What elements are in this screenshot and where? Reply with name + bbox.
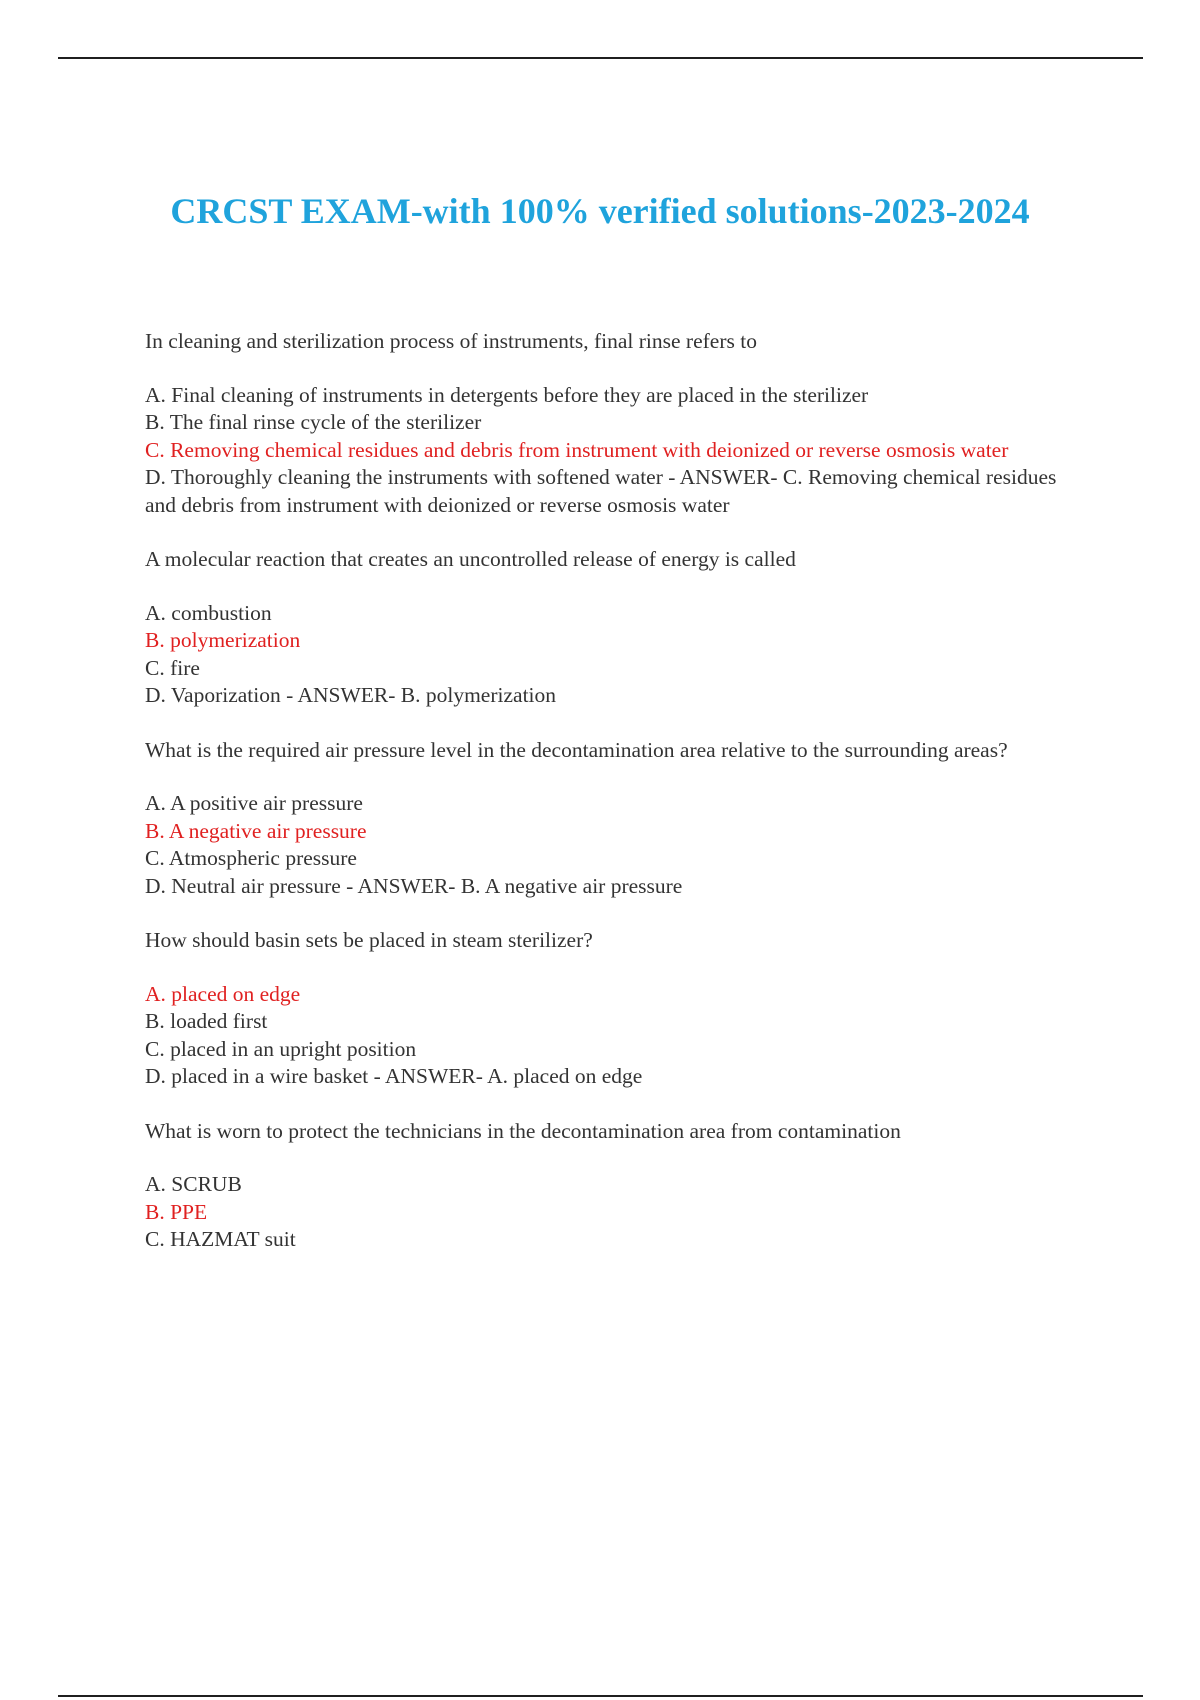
option-c: C. fire: [145, 655, 200, 680]
top-rule: [58, 57, 1143, 59]
question-block-2: [145, 546, 1090, 710]
option-b: B. loaded first: [145, 1009, 268, 1033]
option-c-correct: C. Removing chemical residues and debris from instrument with deionized or reverse osmosis water: [145, 437, 1009, 462]
option-list: [145, 790, 1090, 900]
option-a: A. A positive air pressure: [145, 791, 363, 815]
option-b-correct: B. A negative air pressure: [145, 818, 367, 843]
option-b-correct: B. PPE: [145, 1199, 208, 1224]
option-d-with-answer: D. Vaporization - ANSWER- B. polymerization: [145, 683, 557, 707]
option-d-with-answer: D. Neutral air pressure - ANSWER- B. A negative air pressure: [145, 873, 683, 898]
question-text: How should basin sets be placed in steam sterilizer?: [145, 928, 593, 952]
option-b-correct: B. polymerization: [145, 628, 301, 652]
option-list: [145, 981, 1090, 1091]
question-text: What is the required air pressure level in the decontamination area relative to the surrounding areas?: [145, 737, 1008, 762]
option-list: [145, 382, 1090, 520]
option-d-with-answer: D. Thoroughly cleaning the instruments with softened water - ANSWER- C. Removing chemical residues and debris from instrument with deionized or reverse osmosis water: [145, 465, 1057, 517]
option-c: C. Atmospheric pressure: [145, 846, 357, 870]
option-list: [145, 1171, 1090, 1254]
question-block-1: [145, 328, 1090, 519]
bottom-rule: [58, 1695, 1143, 1697]
option-a: A. SCRUB: [145, 1172, 242, 1196]
question-text: In cleaning and sterilization process of instruments, final rinse refers to: [145, 329, 757, 353]
question-block-5: [145, 1118, 1090, 1254]
question-block-4: [145, 927, 1090, 1091]
question-text: A molecular reaction that creates an uncontrolled release of energy is called: [145, 547, 796, 571]
question-text: What is worn to protect the technicians in the decontamination area from contamination: [145, 1118, 901, 1143]
option-c: C. placed in an upright position: [145, 1036, 417, 1061]
option-a-correct: A. placed on edge: [145, 981, 301, 1006]
document-title: CRCST EXAM-with 100% verified solutions-2023-2024: [170, 191, 1030, 231]
option-a: A. Final cleaning of instruments in detergents before they are placed in the sterilizer: [145, 382, 869, 407]
option-b: B. The final rinse cycle of the sterilizer: [145, 410, 482, 434]
document-body: [145, 328, 1090, 1281]
option-a: A. combustion: [145, 600, 272, 625]
option-d-with-answer: D. placed in a wire basket - ANSWER- A. placed on edge: [145, 1064, 643, 1088]
option-list: [145, 600, 1090, 710]
option-c: C. HAZMAT suit: [145, 1227, 296, 1251]
question-block-3: [145, 737, 1090, 901]
